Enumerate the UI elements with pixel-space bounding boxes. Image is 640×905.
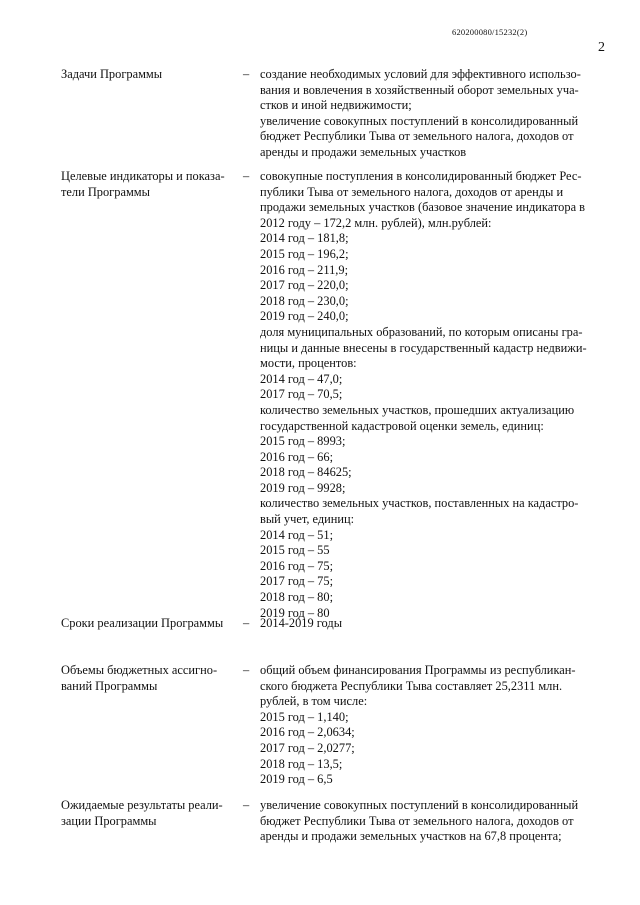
content-line: 2016 год – 211,9; (260, 262, 349, 277)
section-dash: – (243, 798, 250, 812)
content-line: публики Тыва от земельного налога, доходов от аренды и (260, 184, 564, 199)
content-line: бюджет Республики Тыва от земельного налога, доходов от (260, 813, 574, 828)
content-line: 2019 год – 6,5 (260, 772, 333, 787)
section-content (260, 663, 600, 788)
content-line: 2017 год – 2,0277; (260, 740, 355, 755)
content-line: 2018 год – 13,5; (260, 756, 343, 771)
section-content (260, 798, 600, 845)
content-line: 2015 год – 8993; (260, 434, 346, 449)
content-line: 2018 год – 80; (260, 590, 334, 605)
content-line: общий объем финансирования Программы из республикан- (260, 663, 576, 677)
content-line: увеличение совокупных поступлений в консолидированный (260, 113, 579, 128)
content-line: создание необходимых условий для эффективного использо- (260, 67, 581, 81)
content-line: ницы и данные внесены в государственный кадастр недвижи- (260, 340, 587, 355)
content-line: 2017 год – 75; (260, 574, 334, 589)
section-label: Объемы бюджетных ассигно-ваний Программы (61, 663, 218, 693)
content-line: 2012 году – 172,2 млн. рублей), млн.рублей: (260, 215, 492, 230)
section-content (260, 616, 600, 632)
content-line: количество земельных участков, поставленных на кадастро- (260, 496, 579, 511)
content-line: вания и вовлечения в хозяйственный оборот земельных уча- (260, 82, 579, 97)
content-line: совокупные поступления в консолидированный бюджет Рес- (260, 169, 582, 183)
section-label: Сроки реализации Программы (61, 616, 224, 630)
content-line: 2017 год – 220,0; (260, 278, 349, 293)
document-id: 620200080/15232(2) (452, 27, 528, 37)
content-line: количество земельных участков, прошедших актуализацию (260, 402, 575, 417)
content-line: продажи земельных участков (базовое значение индикатора в (260, 200, 586, 215)
section-dash: – (243, 616, 250, 630)
content-line: 2019 год – 9928; (260, 480, 346, 495)
content-line: аренды и продажи земельных участков на 67,8 процента; (260, 829, 562, 844)
section-content (260, 67, 600, 161)
content-line: 2014 год – 51; (260, 527, 334, 542)
content-line: 2015 год – 55 (260, 543, 330, 558)
content-line: рублей, в том числе: (260, 694, 368, 709)
content-line: доля муниципальных образований, по которым описаны гра- (260, 324, 583, 339)
content-line: 2019 год – 240,0; (260, 309, 349, 324)
content-line: вый учет, единиц: (260, 512, 355, 527)
content-line: 2016 год – 66; (260, 449, 334, 464)
content-line: 2014-2019 годы (260, 616, 343, 630)
content-line: увеличение совокупных поступлений в консолидированный (260, 798, 579, 812)
content-line: 2016 год – 2,0634; (260, 725, 355, 740)
section-dash: – (243, 169, 250, 183)
content-line: 2017 год – 70,5; (260, 387, 343, 402)
content-line: 2016 год – 75; (260, 558, 334, 573)
content-line: 2018 год – 84625; (260, 465, 352, 480)
content-line: аренды и продажи земельных участков (260, 144, 467, 159)
content-line: мости, процентов: (260, 356, 357, 371)
content-line: 2015 год – 196,2; (260, 246, 349, 261)
content-line: бюджет Республики Тыва от земельного налога, доходов от (260, 129, 574, 144)
section-dash: – (243, 663, 250, 677)
section-content (260, 169, 600, 621)
content-line: 2019 год – 80 (260, 605, 330, 620)
section-dash: – (243, 67, 250, 81)
content-line: 2014 год – 47,0; (260, 371, 343, 386)
content-line: ского бюджета Республики Тыва составляет 25,2311 млн. (260, 678, 563, 693)
section-label: Задачи Программы (61, 67, 163, 81)
content-line: государственной кадастровой оценки земель, единиц: (260, 418, 544, 433)
section-label: Ожидаемые результаты реали-зации Программы (61, 798, 223, 828)
section-label: Целевые индикаторы и показа-тели Программы (61, 169, 225, 199)
content-line: 2015 год – 1,140; (260, 709, 349, 724)
content-line: 2014 год – 181,8; (260, 231, 349, 246)
content-line: 2018 год – 230,0; (260, 293, 349, 308)
content-line: стков и иной недвижимости; (260, 98, 412, 113)
page-number: 2 (598, 40, 605, 55)
